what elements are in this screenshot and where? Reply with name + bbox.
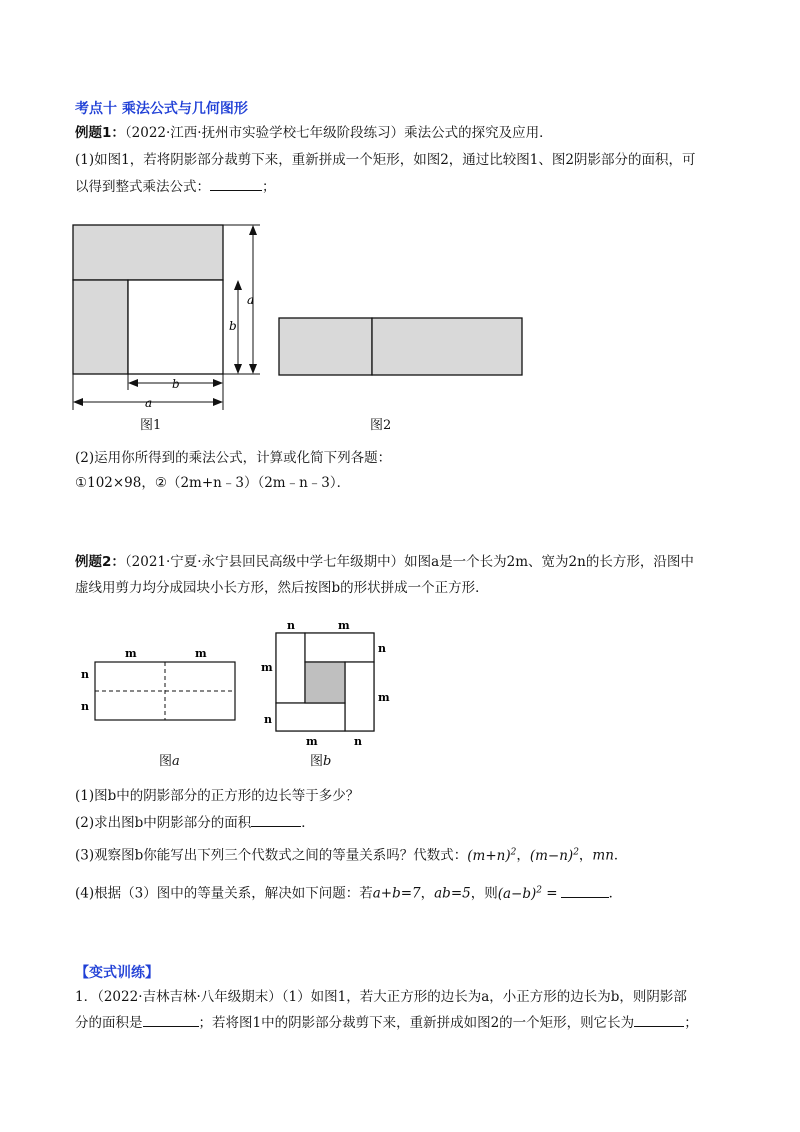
- expr-mn: mn: [592, 847, 614, 864]
- answer-blank[interactable]: [634, 1012, 684, 1027]
- shaded-rect-left: [73, 280, 128, 374]
- example1-q2-line2: ①102×98，②（2m+n﹣3）（2m﹣n﹣3）．: [75, 475, 351, 491]
- variant-line1: 1．（2022·吉林吉林·八年级期末）（1）如图1，若大正方形的边长为a，小正方形的边长为b，则阴影部: [75, 989, 687, 1005]
- label-m-bottom: m: [306, 735, 318, 748]
- expr-m-minus-n-squared: $(m-n)^2$: [529, 847, 579, 864]
- expr-a-minus-b-squared: $(a-b)^2$: [497, 885, 542, 902]
- example2-text-line1: （2021·宁夏·永宁县回民高级中学七年级期中）如图a是一个长为2m、宽为2n的长方形，沿图中: [124, 554, 694, 570]
- example1-q1-line1: (1)如图1，若将阴影部分裁剪下来，重新拼成一个矩形，如图2，通过比较图1、图2阴影部分的面积，可: [75, 152, 696, 168]
- figure-b-caption: 图b: [310, 754, 332, 769]
- label-n-bottom: n: [81, 700, 89, 713]
- label-n-left: n: [264, 713, 272, 726]
- answer-blank[interactable]: [143, 1012, 199, 1027]
- example2-q3: (3)观察图b你能写出下列三个代数式之间的等量关系吗？代数式：$(m+n)^2$，$(m-n)^2$，mn．: [75, 847, 628, 864]
- small-square: [128, 280, 223, 374]
- section-title: 考点十 乘法公式与几何图形: [75, 101, 248, 117]
- example2-text-line2: 虚线用剪力均分成园块小长方形，然后按图b的形状拼成一个正方形．: [75, 580, 489, 596]
- example1-intro: [75, 123, 553, 143]
- label-n-top: n: [81, 668, 89, 681]
- example1-label: 例题1：: [75, 125, 125, 141]
- example1-source: （2022·江西·抚州市实验学校七年级阶段练习）乘法公式的探究及应用．: [124, 125, 553, 141]
- example1-q1-line2: [75, 176, 276, 197]
- label-n-right: n: [378, 642, 386, 655]
- label-n-top: n: [287, 619, 295, 632]
- shaded-rect-top: [73, 225, 223, 280]
- label-m-left: m: [125, 647, 137, 660]
- piece-left: [276, 633, 305, 703]
- example2-q2: (2)求出图b中阴影部分的面积 ．: [75, 812, 315, 833]
- label-m-right: m: [195, 647, 207, 660]
- piece-right: [345, 662, 374, 731]
- variant-line2: 分的面积是 ；若将图1中的阴影部分裁剪下来，重新拼成如图2的一个矩形，则它长为 ；: [75, 1012, 698, 1033]
- answer-blank[interactable]: [210, 176, 262, 191]
- example1-q2-line1: (2)运用你所得到的乘法公式，计算或化简下列各题：: [75, 450, 392, 466]
- figure-2-caption: 图2: [370, 418, 392, 433]
- label-b-vertical: b: [229, 319, 237, 333]
- figure-1: [60, 218, 280, 430]
- example1-q1-text: 以得到整式乘法公式：: [75, 179, 210, 195]
- rect-piece-left: [279, 318, 372, 375]
- example2-q4: (4)根据（3）图中的等量关系，解决如下问题：若a+b=7，ab=5，则$(a-b)^2$ = ．: [75, 880, 622, 904]
- example2-q1: (1)图b中的阴影部分的正方形的边长等于多少？: [75, 788, 360, 804]
- figure-a-caption: 图a: [159, 754, 180, 769]
- label-m-right: m: [378, 691, 390, 704]
- label-m-top: m: [338, 619, 350, 632]
- punct: ；: [262, 179, 276, 195]
- shaded-center-square: [305, 662, 345, 703]
- piece-bottom: [276, 703, 345, 731]
- figure-b: [258, 618, 398, 748]
- expr-m-plus-n-squared: $(m+n)^2$: [467, 847, 517, 864]
- example2-intro: [75, 552, 694, 572]
- label-a-vertical: a: [247, 293, 255, 307]
- label-n-bottom: n: [354, 735, 362, 748]
- example2-label: 例题2：: [75, 554, 125, 570]
- answer-blank[interactable]: [561, 883, 609, 898]
- label-a-horizontal: a: [145, 396, 153, 410]
- figure-2: [276, 316, 526, 378]
- figure-1-caption: 图1: [140, 418, 162, 433]
- label-b-horizontal: b: [172, 377, 180, 391]
- piece-top: [305, 633, 374, 662]
- rect-piece-right: [372, 318, 522, 375]
- label-m-left: m: [261, 661, 273, 674]
- answer-blank[interactable]: [251, 812, 301, 827]
- variant-title: 【变式训练】: [75, 965, 159, 981]
